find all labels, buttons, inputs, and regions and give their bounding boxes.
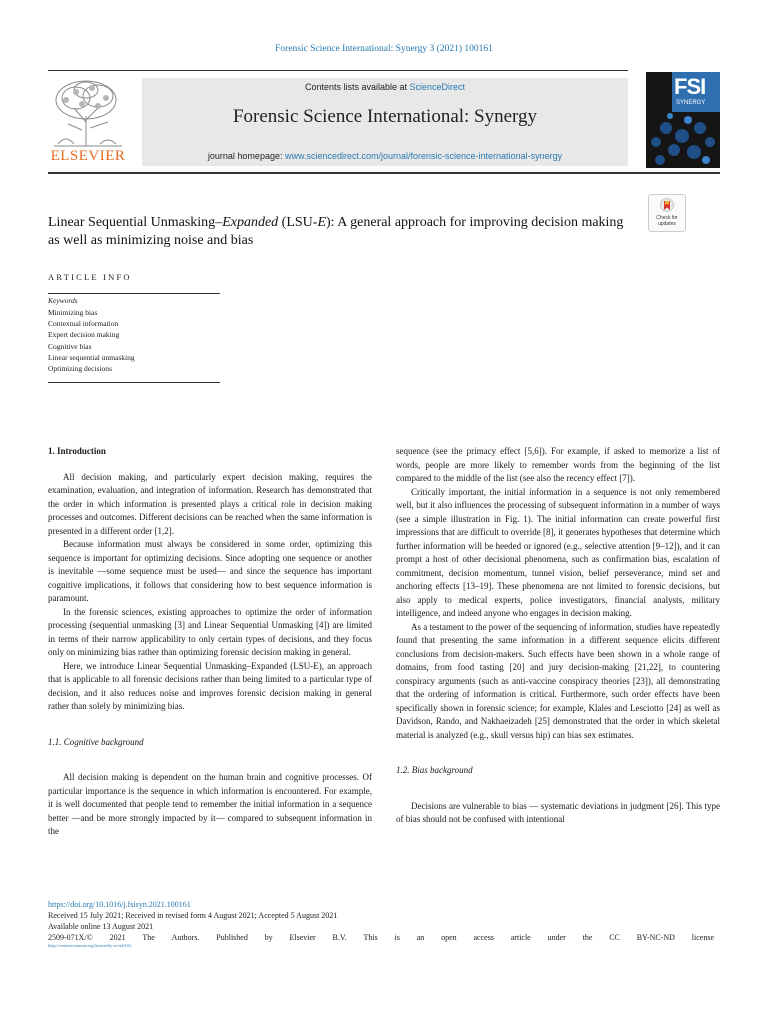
check-for-updates-label: Check for updates [656, 215, 678, 227]
body-paragraph: Decisions are vulnerable to bias — systematic deviations in judgment [26]. This type of bias should not be confused with intentional [396, 800, 720, 824]
sciencedirect-link[interactable]: ScienceDirect [409, 82, 466, 92]
journal-cover-thumbnail[interactable] [646, 72, 720, 168]
article-title: Linear Sequential Unmasking–Expanded (LSU-E): A general approach for improving decision making as well as minimizing noise and bias [48, 215, 624, 248]
body-column-left [48, 445, 372, 839]
bookmark-update-icon [660, 198, 674, 214]
keyword-item: Minimizing bias [48, 308, 98, 317]
body-paragraph: In the forensic sciences, existing approaches to optimize the order of information processing (sequential unmasking [3] and Linear Sequential Unmasking [4]) are limited in terms of their narrow applicability to only certain types of decisions, and they focus only on minimizing bias rather than optimizing forensic decision making in general. [48, 606, 372, 657]
elsevier-tree-icon [52, 78, 124, 148]
received-dates: Received 15 July 2021; Received in revised form 4 August 2021; Accepted 5 August 2021 [48, 911, 338, 920]
article-info-top-rule [48, 293, 220, 294]
header-bottom-rule [48, 172, 720, 174]
article-footer [48, 899, 720, 949]
keyword-item: Cognitive bias [48, 341, 92, 351]
body-paragraph: All decision making, and particularly expert decision making, requires the examination, evaluation, and integration of information. Research has demonstrated that the order in which information is presented plays a critical role in decision making processes and outcomes. Different decisions can be reached when the same information is presented in a different order [1,2]. [48, 471, 372, 536]
license-statement: 2509-071X/© 2021 The Authors. Published by Elsevier B.V. This is an open access article under the CC BY-NC-ND license [48, 933, 714, 942]
keywords-list [48, 307, 135, 374]
body-paragraph: sequence (see the primacy effect [5,6]). For example, if asked to memorize a list of words, people are more likely to remember words from the beginning of the list compared to the middle of the list (see also the recency effect [7]). [396, 446, 720, 483]
keyword-item: Linear sequential unmasking [48, 352, 135, 362]
check-for-updates-button[interactable] [648, 194, 686, 232]
journal-homepage-link[interactable]: www.sciencedirect.com/journal/forensic-science-international-synergy [284, 151, 563, 161]
body-paragraph: Because information must always be considered in some order, optimizing this sequence is important for optimizing decisions. Since adopting one sequence or another is inevitable —some sequence must be used— and since the sequence has important cognitive implications, it follows that considering how to best sequence information is paramount. [48, 539, 372, 603]
cover-title: FSI [674, 74, 706, 99]
license-url-link[interactable]: (http://creativecommons.org/licenses/by-nc-nd/4.0/). [48, 943, 133, 948]
article-info-bottom-rule [48, 382, 220, 383]
journal-citation-line[interactable]: Forensic Science International: Synergy 3 (2021) 100161 [275, 44, 493, 54]
keyword-item: Contextual information [48, 319, 119, 329]
body-paragraph: Here, we introduce Linear Sequential Unmasking–Expanded (LSU-E), an approach that is applicable to all forensic decisions rather than being limited to a particular type of decision, and it also reduces noise and improves forensic decision making in general rather than solely by minimizing bias. [48, 660, 372, 711]
keyword-item: Expert decision making [48, 330, 120, 340]
body-paragraph: All decision making is dependent on the human brain and cognitive processes. Of particular importance is the sequence in which information is encountered. For example, it is well documented that people tend to remember the initial information in a sequence better —and be more strongly impacted by it— compared to subsequent information in the [48, 772, 372, 836]
subsection-heading-bias-background: 1.2. Bias background [396, 765, 473, 775]
doi-link[interactable]: https://doi.org/10.1016/j.fsisyn.2021.100161 [48, 900, 191, 909]
publisher-logo[interactable] [48, 78, 128, 166]
article-info-heading: ARTICLE INFO [48, 272, 132, 282]
keywords-label: Keywords [48, 296, 78, 305]
cover-subtitle: SYNERGY [676, 100, 706, 106]
subsection-heading-cognitive-background: 1.1. Cognitive background [48, 736, 144, 747]
available-online-date: Available online 13 August 2021 [48, 922, 154, 931]
section-heading-introduction: 1. Introduction [48, 446, 106, 456]
contents-available-line: Contents lists available at ScienceDirect [304, 82, 466, 92]
body-paragraph: Critically important, the initial information in a sequence is not only remembered well, but it also influences the processing of subsequent information in a number of ways (see a simple illustration in Fig. 1). The initial information can create powerful first impressions that are difficult to override [8], it generates hypotheses that determine which further information will be heeded or ignored (e.g., selective attention [9–12]), and it can prompt a host of other decisional phenomena, such as confirmation bias, escalation of commitment, decision momentum, tunnel vision, belief perseverance, mind set and anchoring effects [13–19]. These phenomena are not limited to forensic decisions, but also apply to medical experts, police investigators, financial analysts, military intelligence, and indeed anyone who engages in decision making. [396, 486, 720, 618]
body-column-right [396, 445, 720, 827]
journal-header-box [142, 78, 628, 166]
publisher-name: ELSEVIER [50, 148, 126, 164]
keyword-item: Optimizing decisions [48, 364, 112, 374]
header-top-rule [48, 70, 628, 71]
journal-homepage-line: journal homepage: www.sciencedirect.com/journal/forensic-science-international-synergy [207, 151, 563, 161]
journal-title: Forensic Science International: Synergy [232, 106, 538, 127]
body-paragraph: As a testament to the power of the sequencing of information, studies have repeatedly found that presenting the same information in a different sequence elicits different conclusions from decision-makers. Such effects have been shown in a whole range of domains, from food tasting [20] and jury decision-making [21,22], to countering conspiracy arguments (such as anti-vaccine conspiracy theories [23]), all demonstrating that the ordering of information is critical. Furthermore, such order effects have been specifically shown in forensic science; for example, Klales and Lesciotto [24] as well as Davidson, Rando, and Nakhaeizadeh [25] demonstrated that the order in which skeletal material is analyzed (e.g., skull versus hip) can bias sex estimates. [396, 621, 720, 740]
